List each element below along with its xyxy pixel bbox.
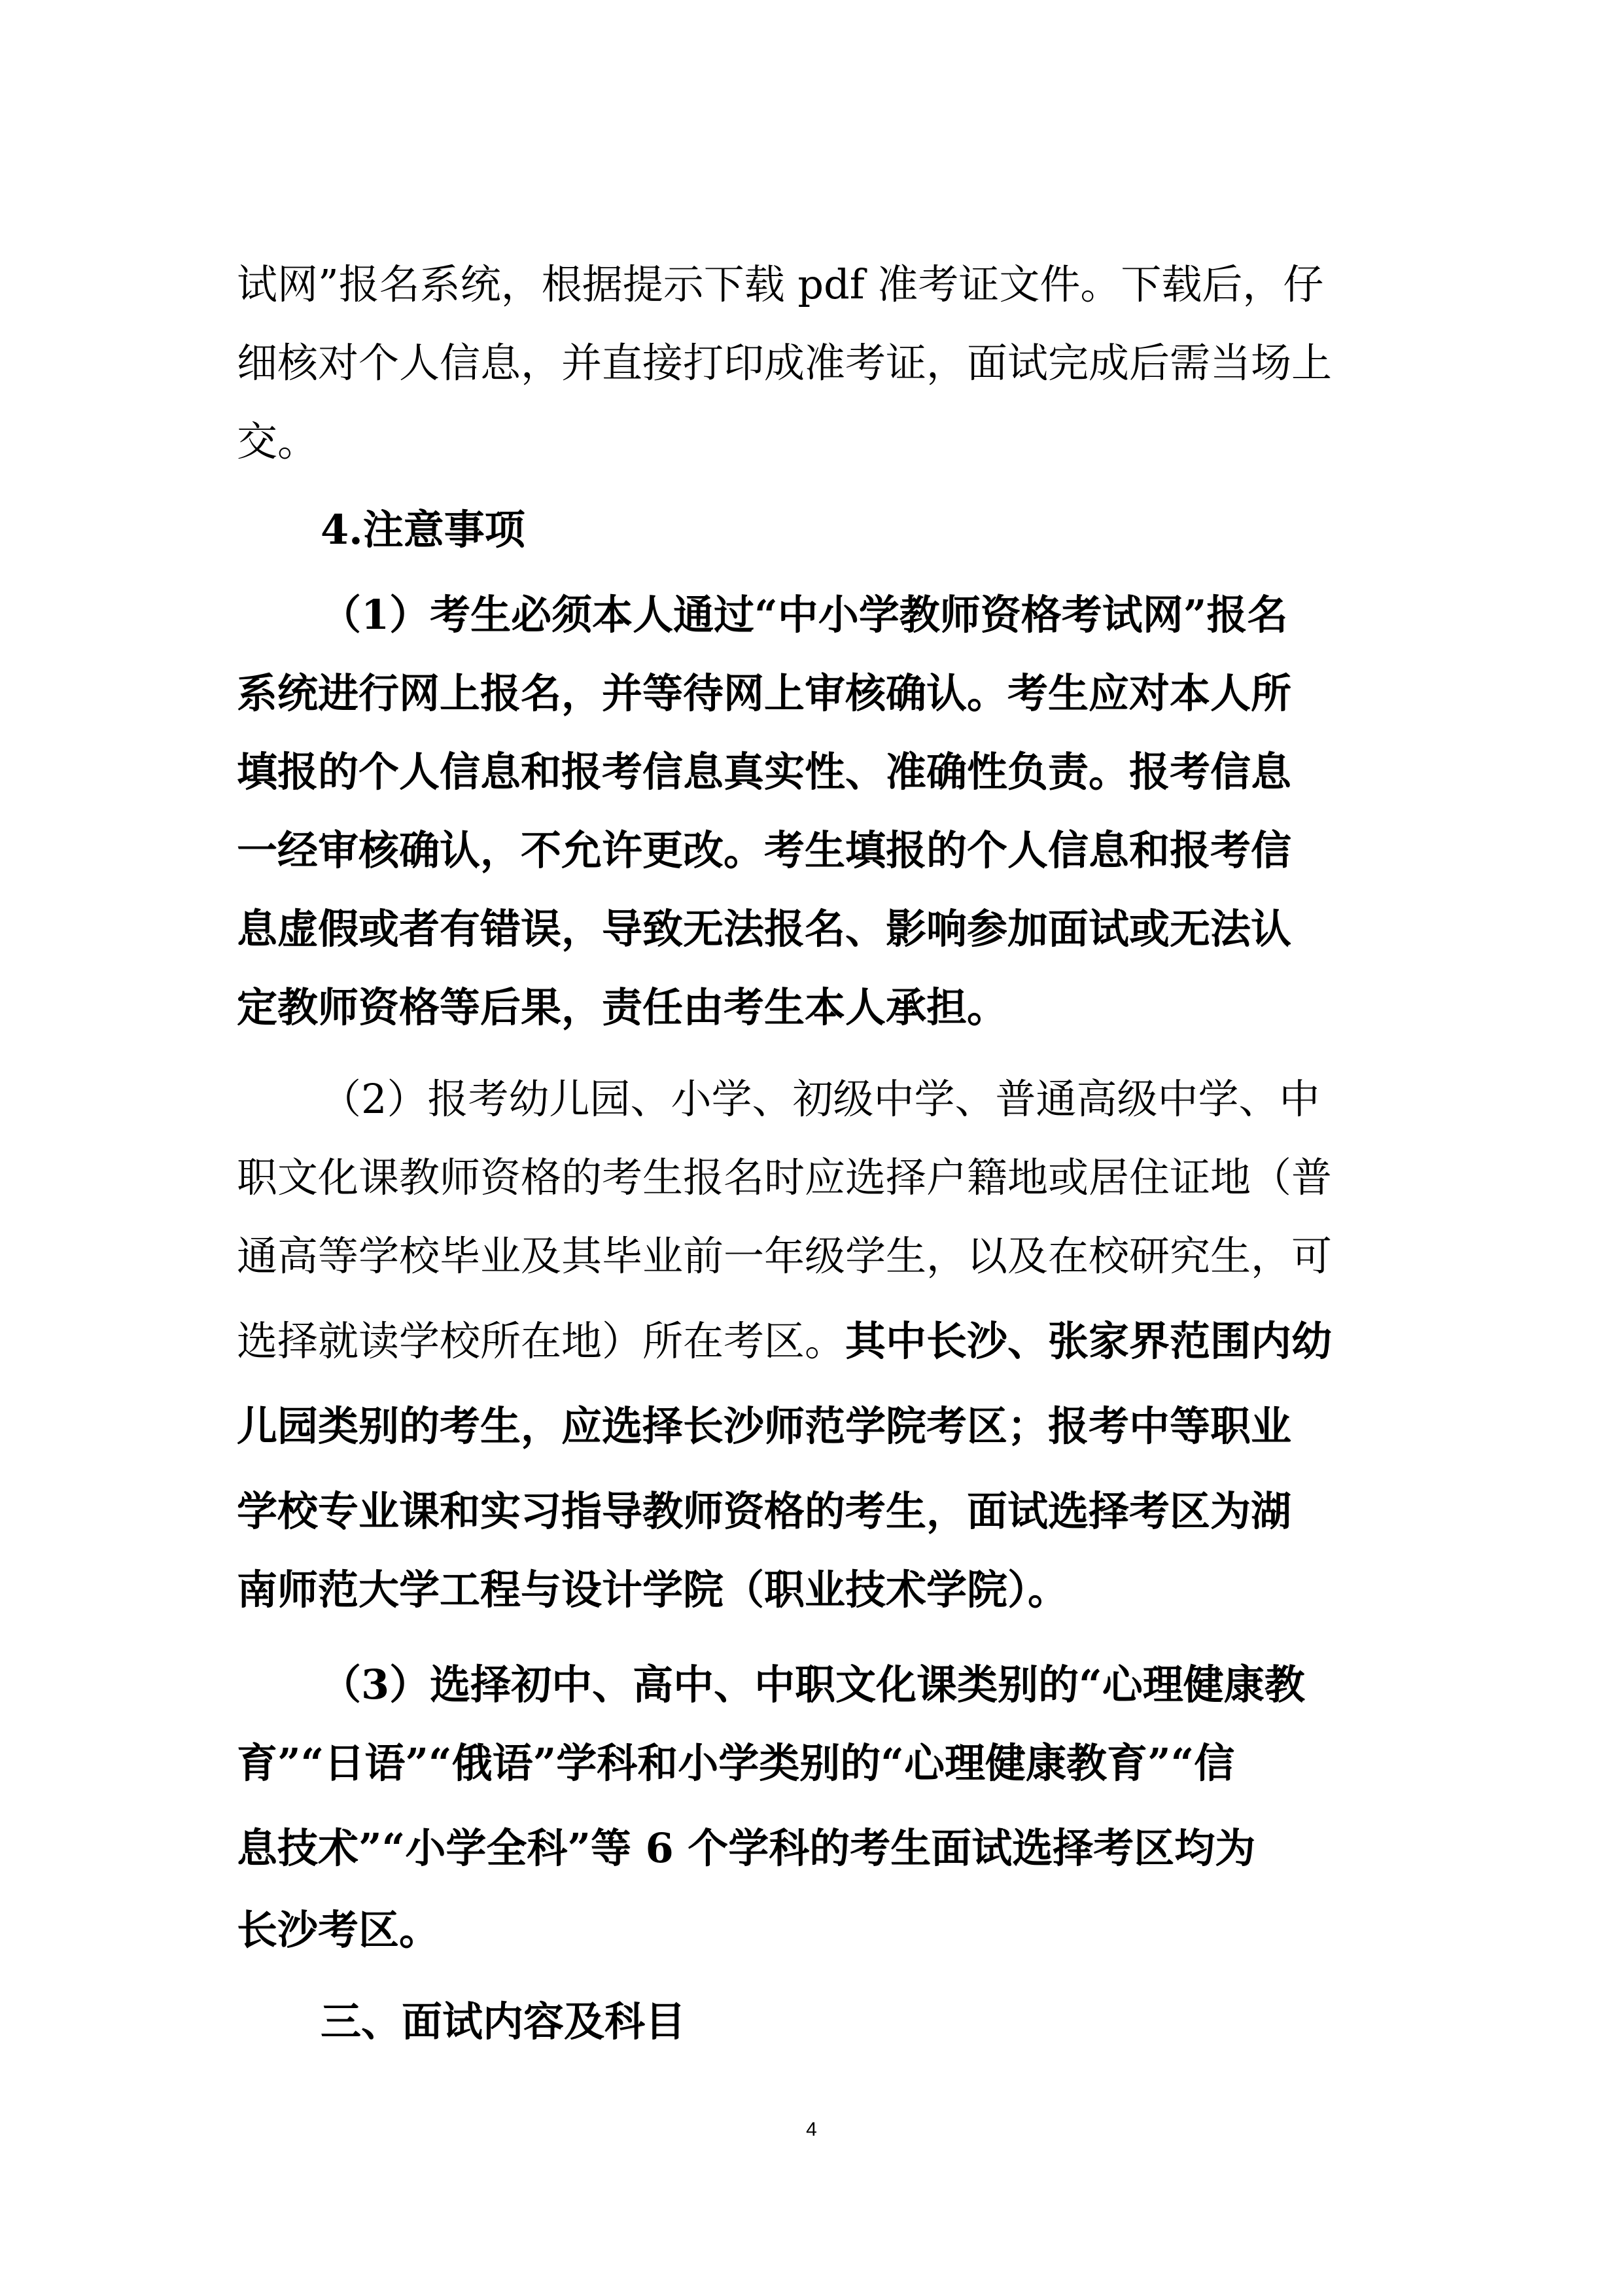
- notice-item-2-line: 通高等学校毕业及其毕业前一年级学生，以及在校研究生，可: [237, 1232, 1333, 1280]
- notice-item-1-line: （1）考生必须本人通过“中小学教师资格考试网”报名: [321, 591, 1288, 639]
- notice-item-2-line: 职文化课教师资格的考生报名时应选择户籍地或居住证地（普: [237, 1154, 1333, 1201]
- notice-item-3-line: 育”“日语”“俄语”学科和小学类别的“心理健康教育”“信: [237, 1739, 1235, 1787]
- notice-item-2-line: 南师范大学工程与设计学院（职业技术学院）。: [237, 1566, 1069, 1614]
- section-three-heading: 三、面试内容及科目: [321, 1998, 686, 2045]
- notice-item-1-line: 一经审核确认，不允许更改。考生填报的个人信息和报考信: [237, 826, 1292, 874]
- notice-item-3-line: 长沙考区。: [237, 1906, 440, 1954]
- notice-item-2-line-mixed: [237, 1302, 1395, 1381]
- notice-item-1-line: 填报的个人信息和报考信息真实性、准确性负责。报考信息: [237, 748, 1292, 796]
- notice-item-1-line: 系统进行网上报名，并等待网上审核确认。考生应对本人所: [237, 669, 1292, 717]
- section-heading: 4.注意事项: [321, 506, 525, 554]
- page-number: 4: [806, 2119, 817, 2140]
- notice-item-2-line: （2）报考幼儿园、小学、初级中学、普通高级中学、中: [321, 1075, 1320, 1123]
- notice-item-2-regular-text: 选择就读学校所在地）所在考区。: [237, 1317, 846, 1365]
- notice-item-2-line: 儿园类别的考生，应选择长沙师范学院考区；报考中等职业: [237, 1402, 1292, 1450]
- notice-item-2-bold-text: 其中长沙、张家界范围内幼: [845, 1317, 1333, 1365]
- body-text-line: 交。: [237, 417, 319, 465]
- notice-item-2-line: 学校专业课和实习指导教师资格的考生，面试选择考区为湖: [237, 1487, 1292, 1535]
- body-text-line: 细核对个人信息，并直接打印成准考证，面试完成后需当场上: [237, 339, 1333, 387]
- notice-item-3-line: （3）选择初中、高中、中职文化课类别的“心理健康教: [321, 1661, 1305, 1708]
- notice-item-3-line: 息技术”“小学全科”等 6 个学科的考生面试选择考区均为: [237, 1824, 1256, 1872]
- body-text-line: 试网”报名系统，根据提示下载 pdf 准考证文件。下载后，仔: [237, 260, 1324, 308]
- notice-item-1-line: 息虚假或者有错误，导致无法报名、影响参加面试或无法认: [237, 905, 1292, 953]
- notice-item-1-line: 定教师资格等后果，责任由考生本人承担。: [237, 983, 1008, 1031]
